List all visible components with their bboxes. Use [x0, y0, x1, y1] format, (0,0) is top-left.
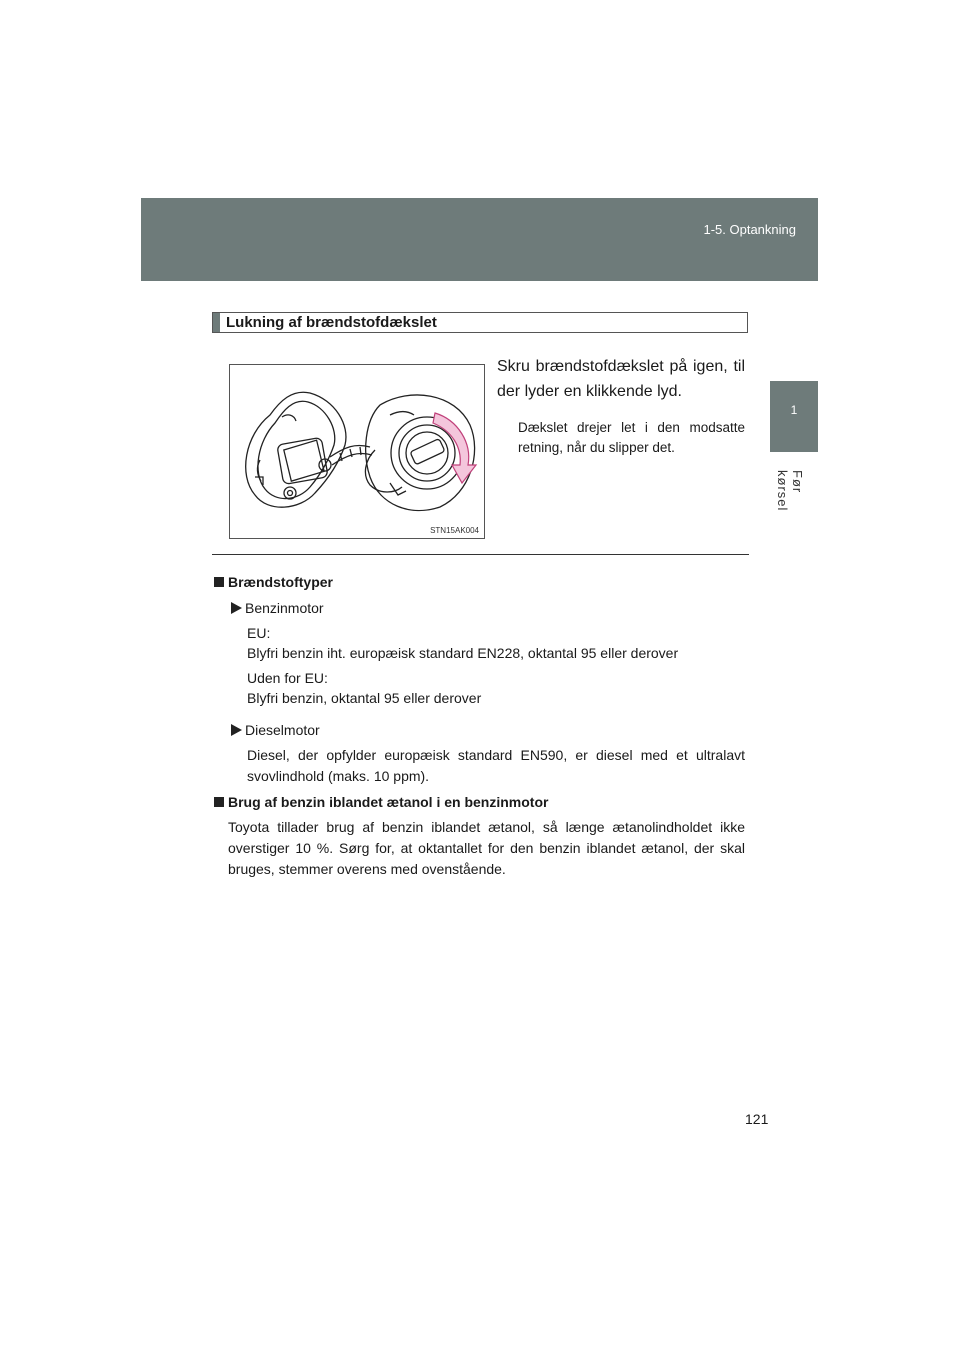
petrol-eu-text: Blyfri benzin iht. europæisk standard EN228, oktantal 95 eller derover [247, 645, 679, 661]
fuel-types-heading: Brændstoftyper [214, 574, 333, 590]
triangle-bullet-icon [231, 724, 242, 736]
section-title-bar [212, 312, 748, 333]
petrol-item: Benzinmotor [231, 600, 324, 616]
petrol-non-eu-label: Uden for EU: [247, 670, 328, 686]
step-instruction: Skru brændstofdækslet på igen, til der lyder en klikkende lyd. [497, 358, 745, 400]
chapter-number: 1 [790, 403, 798, 417]
section-divider [212, 554, 749, 555]
diesel-item: Dieselmotor [231, 722, 320, 738]
chapter-tab [770, 381, 818, 452]
figure-code: STN15AK004 [430, 526, 479, 535]
section-title: Lukning af brændstofdækslet [226, 314, 437, 331]
square-bullet-icon [214, 577, 224, 587]
step-note: Dækslet drejer let i den modsatte retning, når du slipper det. [518, 420, 745, 455]
section-name: 1-5. Optankning [703, 222, 796, 237]
page-number: 121 [745, 1111, 769, 1127]
ethanol-text: Toyota tillader brug af benzin iblandet ætanol, så længe ætanolindholdet ikke overstiger 10 %. Sørg for, at oktantallet for den benzin iblandet ætanol, der skal bruges, stemmer overens med ovenstående. [228, 819, 745, 877]
fuel-cap-drawing [230, 365, 484, 538]
square-bullet-icon [214, 797, 224, 807]
triangle-bullet-icon [231, 602, 242, 614]
petrol-non-eu-text: Blyfri benzin, oktantal 95 eller derover [247, 690, 482, 706]
diesel-text: Diesel, der opfylder europæisk standard EN590, er diesel med et ultralavt svovlindhold (maks. 10 ppm). [247, 747, 745, 784]
ethanol-heading: Brug af benzin iblandet ætanol i en benzinmotor [214, 794, 548, 810]
header-band [141, 198, 818, 281]
chapter-label: Før kørsel [775, 470, 805, 512]
title-accent [213, 313, 220, 332]
fuel-cap-illustration [229, 364, 485, 539]
petrol-eu-label: EU: [247, 625, 271, 641]
